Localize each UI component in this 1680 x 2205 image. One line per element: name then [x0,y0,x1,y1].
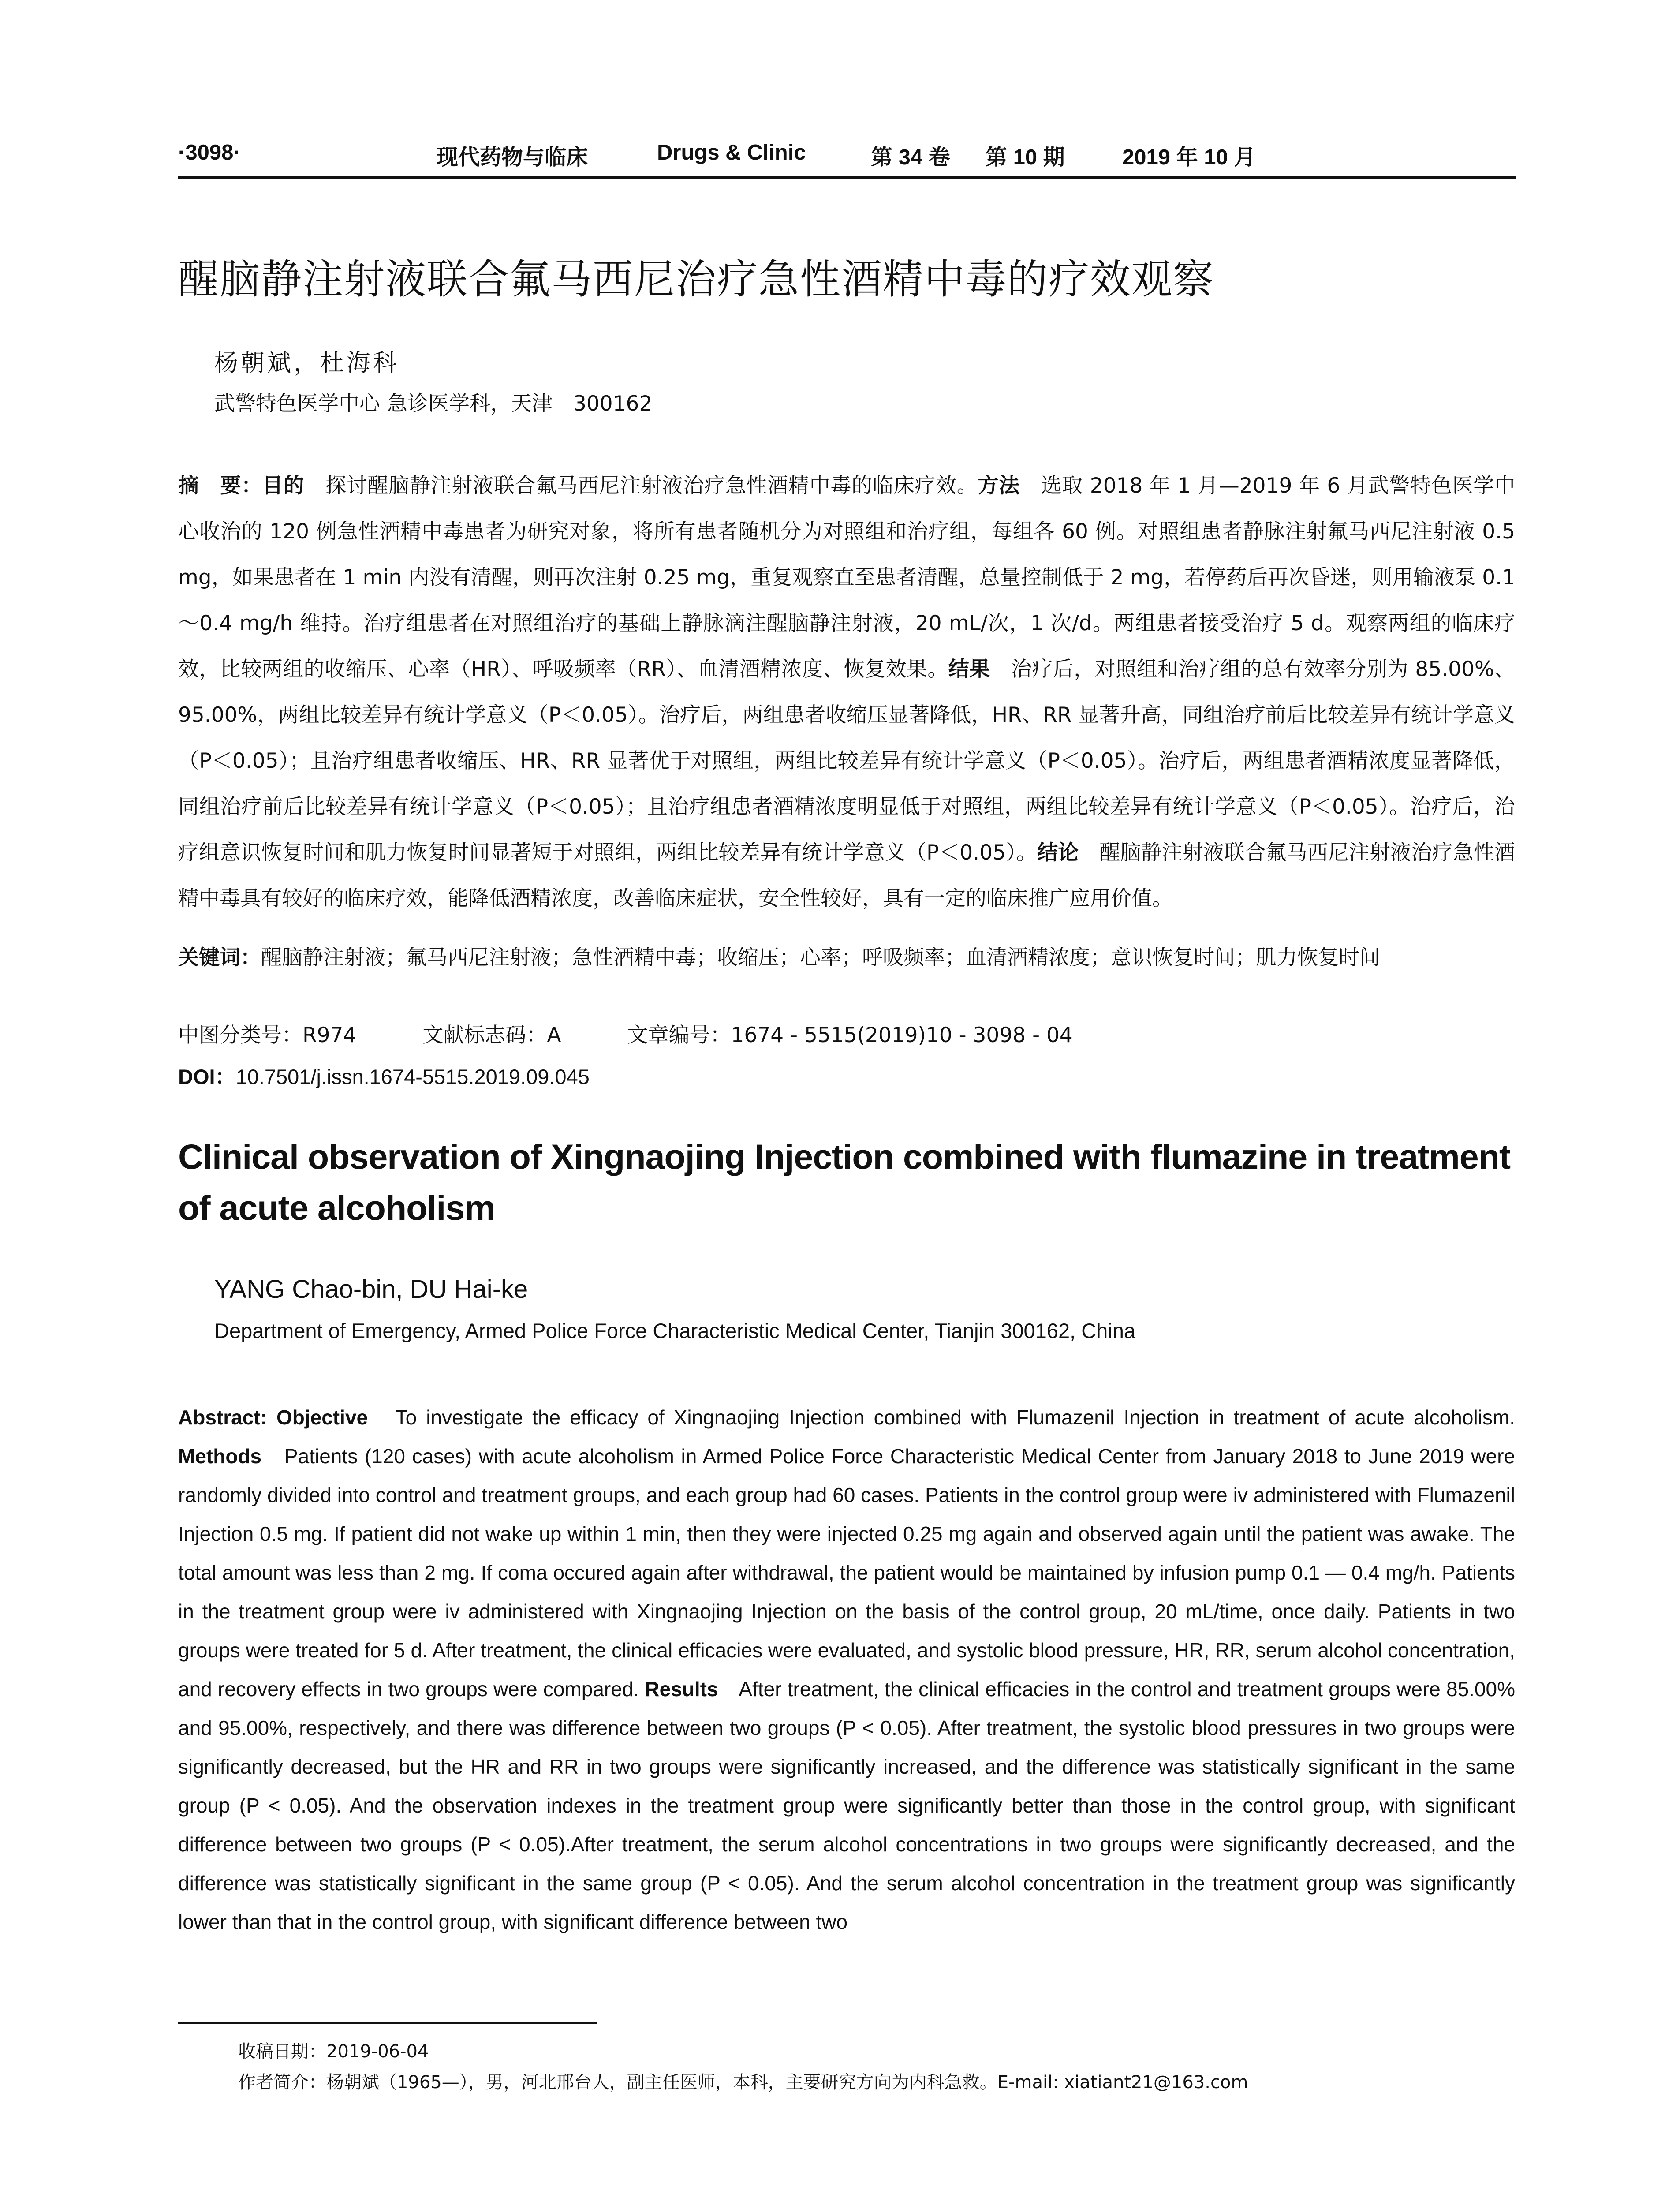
methods-text-cn: 选取 2018 年 1 月—2019 年 6 月武警特色医学中心收治的 120 例急性酒精中毒患者为研究对象，将所有患者随机分为对照组和治疗组，每组各 60 例。对照组患者静脉注射氟马西尼注射液 0.5 mg，如果患者在 1 min 内没有清醒，则再次注射 0.25 mg，重复观察直至患者清醒，总量控制低于 2 mg，若停药后再次昏迷，则用输液泵 0.1～0.4 mg/h 维持。治疗组患者在对照组治疗的基础上静脉滴注醒脑静注射液，20 mL/次，1 次/d。两组患者接受治疗 5 d。观察两组的临床疗效，比较两组的收缩压、心率（HR）、呼吸频率（RR）、血清酒精浓度、恢复效果。 [178,474,1516,681]
conclusion-text-cn: 醒脑静注射液联合氟马西尼注射液治疗急性酒精中毒具有较好的临床疗效，能降低酒精浓度，改善临床症状，安全性较好，具有一定的临床推广应用价值。 [178,841,1516,911]
header-rule [178,176,1516,179]
doi-link[interactable]: 10.7501/j.issn.1674-5515.2019.09.045 [235,1065,590,1088]
document-code: 文献标志码：A [422,1023,561,1047]
issue-date: 2019 年 10 月 [1122,146,1256,169]
conclusion-label-cn: 结论 [1037,841,1079,865]
volume: 第 34 卷 [871,146,950,169]
objective-label-cn: 目的 [262,474,305,498]
issue: 第 10 期 [986,146,1065,169]
journal-name-en: Drugs & Clinic [657,141,806,164]
results-label-cn: 结果 [948,657,990,681]
abstract-label-en: Abstract: [178,1406,267,1429]
objective-label-en: Objective [276,1406,368,1429]
footnote-rule [178,2022,597,2024]
article-title-en: Clinical observation of Xingnaojing Injection combined with flumazine in treatment of acute alcoholism [178,1137,1511,1227]
results-label-en: Results [645,1678,718,1700]
article-number: 文章编号：1674 - 5515(2019)10 - 3098 - 04 [627,1023,1073,1047]
methods-label-en: Methods [178,1445,262,1468]
clc-number: 中图分类号：R974 [178,1023,357,1047]
methods-label-cn: 方法 [978,474,1020,498]
objective-text-cn: 探讨醒脑静注射液联合氟马西尼注射液治疗急性酒精中毒的临床疗效。 [304,474,978,498]
authors-en: YANG Chao-bin, DU Hai-ke [214,1275,528,1304]
methods-text-en: Patients (120 cases) with acute alcoholism in Armed Police Force Characteristic Medical Center from January 2018 to June 2019 were randomly divided into control and treatment groups, and each group had 60 cases. Patients in the control group were iv administered with Flumazenil Injection 0.5 mg. If patient did not wake up within 1 min, then they were injected 0.25 mg again and observed again until the patient was awake. The total amount was less than 2 mg. If coma occured again after withdrawal, the patient would be maintained by infusion pump 0.1 — 0.4 mg/h. Patients in the treatment group were iv administered with Xingnaojing Injection on the basis of the control group, 20 mL/time, once daily. Patients in two groups were treated for 5 d. After treatment, the clinical efficacies were evaluated, and systolic blood pressure, HR, RR, serum alcohol concentration, and recovery effects in two groups were compared. [178,1445,1515,1700]
keywords-text-cn: 醒脑静注射液；氟马西尼注射液；急性酒精中毒；收缩压；心率；呼吸频率；血清酒精浓度；意识恢复时间；肌力恢复时间 [261,946,1380,970]
article-title-cn: 醒脑静注射液联合氟马西尼治疗急性酒精中毒的疗效观察 [178,256,1215,303]
abstract-label-cn: 摘 要： [178,474,262,498]
affiliation-en: Department of Emergency, Armed Police Force Characteristic Medical Center, Tianjin 300162, China [214,1319,1135,1342]
author-bio: 作者简介：杨朝斌（1965—），男，河北邢台人，副主任医师，本科，主要研究方向为内科急救。E-mail: xiatiant21@163.com [238,2072,1248,2093]
authors-cn: 杨朝斌，杜海科 [214,349,399,377]
doi-line [178,1061,590,1090]
results-text-cn: 治疗后，对照组和治疗组的总有效率分别为 85.00%、95.00%，两组比较差异有统计学意义（P＜0.05）。治疗后，两组患者收缩压显著降低，HR、RR 显著升高，同组治疗前后比较差异有统计学意义（P＜0.05）；且治疗组患者收缩压、HR、RR 显著优于对照组，两组比较差异有统计学意义（P＜0.05）。治疗后，两组患者酒精浓度显著降低，同组治疗前后比较差异有统计学意义（P＜0.05）；且治疗组患者酒精浓度明显低于对照组，两组比较差异有统计学意义（P＜0.05）。治疗后，治疗组意识恢复时间和肌力恢复时间显著短于对照组，两组比较差异有统计学意义（P＜0.05）。 [178,657,1515,865]
received-date: 收稿日期：2019-06-04 [238,2041,429,2062]
journal-name-cn: 现代药物与临床 [437,144,588,170]
doi-label: DOI： [178,1065,236,1088]
keywords-label-cn: 关键词： [178,946,261,970]
abstract-cn [178,463,1515,922]
classification-line [178,1019,1073,1048]
keywords-cn [178,935,1515,981]
results-text-en: After treatment, the clinical efficacies in the control and treatment groups were 85.00% and 95.00%, respectively, and there was difference between two groups (P < 0.05). After treatment, the systolic blood pressures in two groups were significantly decreased, but the HR and RR in two groups were significantly increased, and the difference was statistically significant in the same group (P < 0.05). And the observation indexes in the treatment group were significantly better than those in the control group, with significant difference between two groups (P < 0.05).After treatment, the serum alcohol concentrations in two groups were significantly decreased, and the difference was statistically significant in the same group (P < 0.05). And the serum alcohol concentration in the treatment group was significantly lower than that in the control group, with significant difference between two [178,1678,1515,1933]
objective-text-en: To investigate the efficacy of Xingnaojing Injection combined with Flumazenil Injection in treatment of acute alcoholism. [368,1406,1515,1429]
affiliation-cn: 武警特色医学中心 急诊医学科，天津 300162 [214,392,653,416]
abstract-en [178,1398,1515,1941]
page-number: ·3098· [178,141,241,164]
